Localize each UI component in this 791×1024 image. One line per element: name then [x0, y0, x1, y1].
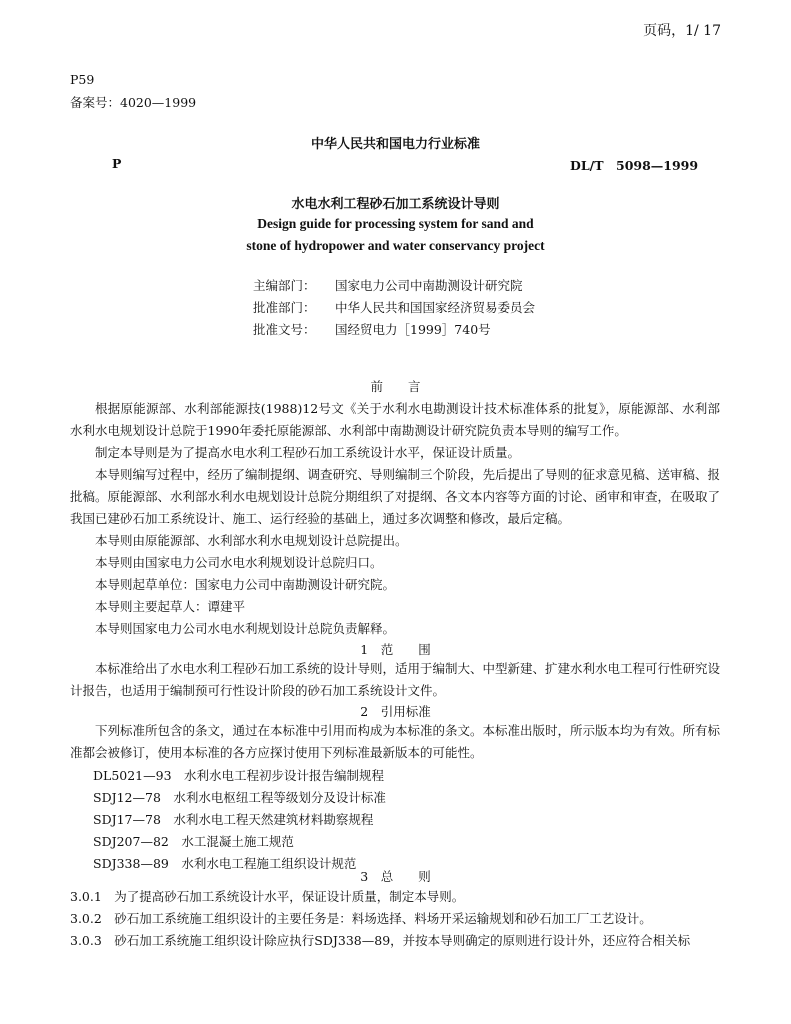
foreword-paragraph: 本导则由国家电力公司水电水利规划设计总院归口。: [95, 555, 383, 570]
standard-item: SDJ207—82 水工混凝土施工规范: [93, 834, 294, 849]
clause-item: 3.0.2 砂石加工系统施工组织设计的主要任务是：料场选择、料场开采运输规划和砂石加工厂工艺设计。: [70, 911, 652, 926]
clause-item: 3.0.3 砂石加工系统施工组织设计除应执行SDJ338—89，并按本导则确定的原则进行设计外，还应符合相关标: [70, 933, 691, 948]
foreword-paragraph: 本导则编写过程中，经历了编制提纲、调查研究、导则编制三个阶段，先后提出了导则的征求意见稿、送审稿、报批稿。原能源部、水利部水利水电规划设计总院分期组织了对提纲、各文本内容等方面的讨论、函审和审查，在吸取了我国已建砂石加工系统设计、施工、运行经验的基础上，通过多次调整和修改，最后定稿。: [70, 467, 721, 526]
cn-title: 水电水利工程砂石加工系统设计导则: [291, 197, 500, 212]
left-mark: P: [112, 156, 122, 171]
section-1-text: 本标准给出了水电水利工程砂石加工系统的设计导则，适用于编制大、中型新建、扩建水利水电工程可行性研究设计报告，也适用于编制预可行性设计阶段的砂石加工系统设计文件。: [70, 661, 721, 698]
foreword-paragraph: 本导则由原能源部、水利部水利水电规划设计总院提出。: [95, 533, 408, 548]
approval-key: 批准文号：: [253, 322, 316, 337]
en-title-line1: Design guide for processing system for sand and: [257, 216, 534, 231]
page-number: 页码，1/ 17: [643, 23, 721, 39]
approval-key: 主编部门：: [253, 278, 316, 293]
approval-value: 中华人民共和国国家经济贸易委员会: [335, 300, 536, 315]
doc-code: P59: [70, 72, 95, 87]
standard-item: SDJ12—78 水利水电枢纽工程等级划分及设计标准: [93, 790, 386, 805]
org-title: 中华人民共和国电力行业标准: [310, 137, 480, 152]
foreword-heading: 前 言: [370, 379, 421, 394]
section-2-text: 下列标准所包含的条文，通过在本标准中引用而构成为本标准的条文。本标准出版时，所示版本均为有效。所有标准都会被修订，使用本标准的各方应探讨使用下列标准最新版本的可能性。: [70, 723, 721, 760]
standard-item: SDJ338—89 水利水电工程施工组织设计规范: [93, 856, 357, 871]
foreword-paragraph: 本导则主要起草人：谭建平: [95, 599, 246, 614]
en-title-line2: stone of hydropower and water conservancy project: [246, 238, 545, 253]
filing-number: 备案号：4020—1999: [70, 95, 197, 110]
foreword-paragraph: 本导则起草单位：国家电力公司中南勘测设计研究院。: [95, 577, 396, 592]
standard-number: DL/T 5098—1999: [570, 158, 699, 173]
approval-row: [253, 320, 491, 338]
approval-row: [253, 298, 535, 316]
foreword-paragraph: 本导则国家电力公司水电水利规划设计总院负责解释。: [95, 621, 396, 636]
section-3-heading: 3 总 则: [360, 869, 431, 884]
standard-item: DL5021—93 水利水电工程初步设计报告编制规程: [93, 768, 385, 783]
foreword-paragraph: 根据原能源部、水利部能源技(1988)12号文《关于水利水电勘测设计技术标准体系的批复》，原能源部、水利部水利水电规划设计总院于1990年委托原能源部、水利部中南勘测设计研究院负责本导则的编写工作。: [70, 401, 720, 438]
foreword-paragraph: 制定本导则是为了提高水电水利工程砂石加工系统设计水平，保证设计质量。: [95, 445, 521, 460]
clause-item: 3.0.1 为了提高砂石加工系统设计水平，保证设计质量，制定本导则。: [70, 889, 465, 904]
approval-value: 国经贸电力［1999］740号: [335, 322, 491, 337]
approval-value: 国家电力公司中南勘测设计研究院: [335, 278, 523, 293]
approval-row: [253, 276, 523, 294]
section-2-heading: 2 引用标准: [360, 704, 431, 719]
standard-item: SDJ17—78 水利水电工程天然建筑材料勘察规程: [93, 812, 374, 827]
approval-key: 批准部门：: [253, 300, 316, 315]
section-1-heading: 1 范 围: [360, 642, 431, 657]
